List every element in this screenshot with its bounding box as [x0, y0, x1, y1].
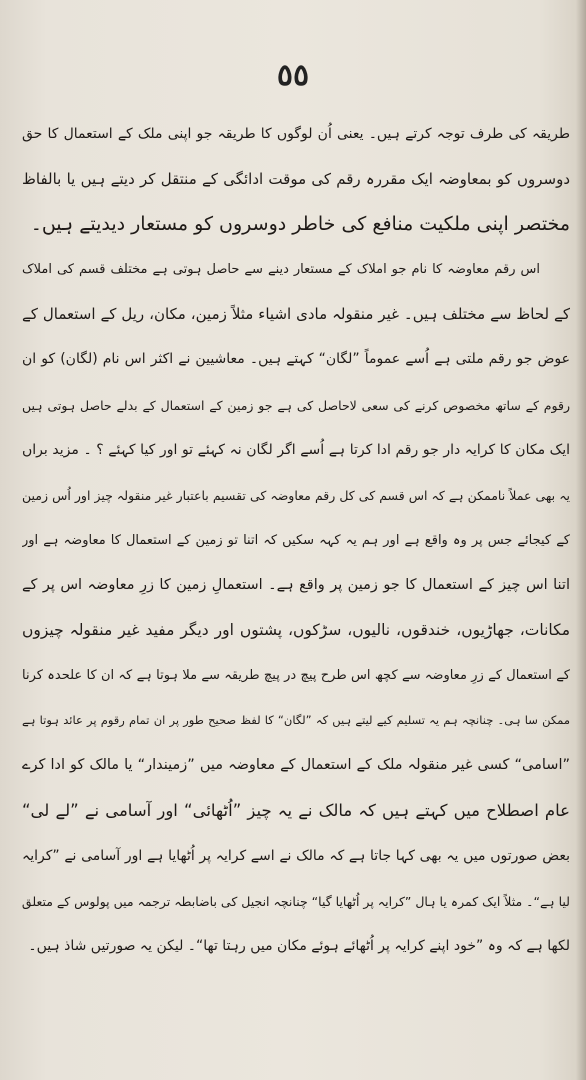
- text-line: مکانات، جھاڑیوں، خندقوں، نالیوں، سڑکوں، پشتوں اور دیگر مفید غیر منقولہ چیزوں: [22, 621, 570, 640]
- text-line: عام اصطلاح میں کہتے ہیں کہ مالک نے یہ چیز ”اُٹھائی“ اور آسامی نے ”لے لی“: [22, 801, 570, 821]
- text-line: ایک مکان کا کرایہ دار جو رقم ادا کرتا ہے اُسے اگر لگان نہ کہئے تو اور کیا کہئے ؟ ۔ مزید براں: [22, 441, 570, 458]
- text-line: ممکن سا ہی۔ چنانچہ ہم یہ تسلیم کیے لیتے ہیں کہ ”لگان“ کا لفظ صحیح طور پر ان تمام رقوم پر عائد ہوتا ہے: [22, 713, 570, 728]
- text-line: یہ بھی عملاً ناممکن ہے کہ اس قسم کی کل رقم معاوضہ کی تقسیم باعتبار غیر منقولہ چیز اور اُس زمین: [22, 487, 570, 503]
- text-line: طریقہ کی طرف توجہ کرتے ہیں۔ یعنی اُن لوگوں کا طریقہ جو اپنی ملک کے استعمال کا حق: [22, 126, 570, 142]
- text-line: رقوم کے ساتھ مخصوص کرنے کی سعی لاحاصل کی ہے جو زمین کے استعمال کے بدلے حاصل ہوتی ہیں: [22, 397, 570, 413]
- text-line: کے استعمال کے زرِ معاوضہ سے کچھ اس طرح پیچ در پیچ طریقہ سے ملا ہوتا ہے کہ ان کا علحدہ کرنا: [22, 668, 570, 684]
- text-line: عوض جو رقم ملتی ہے اُسے عموماً ”لگان“ کہتے ہیں۔ معاشیین نے اکثر اس نام (لگان) کو ان: [22, 351, 570, 368]
- text-line: لیا ہے“۔ مثلاً ایک کمرہ یا ہال ”کرایہ پر اُٹھایا گیا“ چنانچہ انجیل کی باضابطہ ترجمہ میں پولوس کے متعلق: [22, 893, 570, 909]
- page-edge-shadow: [576, 0, 586, 1080]
- text-line: ”اسامی“ کسی غیر منقولہ ملک کے استعمال کے معاوضہ میں ”زمیندار“ یا مالک کو ادا کرے: [22, 757, 570, 774]
- text-line: کے کیجائے جس پر وہ واقع ہے اور ہم یہ کہہ سکیں کہ اتنا تو زمین کے استعمال کا معاوضہ ہے اور: [22, 532, 570, 548]
- page-number: ٥٥: [276, 58, 310, 93]
- text-line: اس رقم معاوضہ کا نام جو املاک کے مستعار دینے سے حاصل ہوتی ہے مختلف قسم کی املاک: [22, 262, 540, 278]
- text-line: کے لحاظ سے مختلف ہیں۔ غیر منقولہ مادی اشیاء مثلاً زمین، مکان، ریل کے استعمال کے: [22, 305, 570, 324]
- text-line: دوسروں کو بمعاوضہ ایک مقررہ رقم کی موقت ادائگی کے منتقل کر دیتے ہیں یا بالفاظ: [22, 170, 570, 189]
- text-line: اتنا اس چیز کے استعمال کا جو زمین پر واقع ہے۔ استعمالِ زمین کا زرِ معاوضہ اس پر کے: [22, 576, 570, 593]
- text-line: مختصر اپنی ملکیت منافع کی خاطر دوسروں کو مستعار دیدیتے ہیں۔: [30, 213, 570, 236]
- text-line: بعض صورتوں میں یہ بھی کہا جاتا ہے کہ مالک نے اسے کرایہ پر اُٹھایا ہے اور آسامی نے ”کرایہ: [22, 847, 570, 864]
- text-line: لکھا ہے کہ وہ ”خود اپنے کرایہ پر اُٹھائے ہوئے مکان میں رہتا تھا“۔ لیکن یہ صورتیں شاذ ہیں۔: [28, 937, 570, 954]
- body-text: [22, 112, 570, 969]
